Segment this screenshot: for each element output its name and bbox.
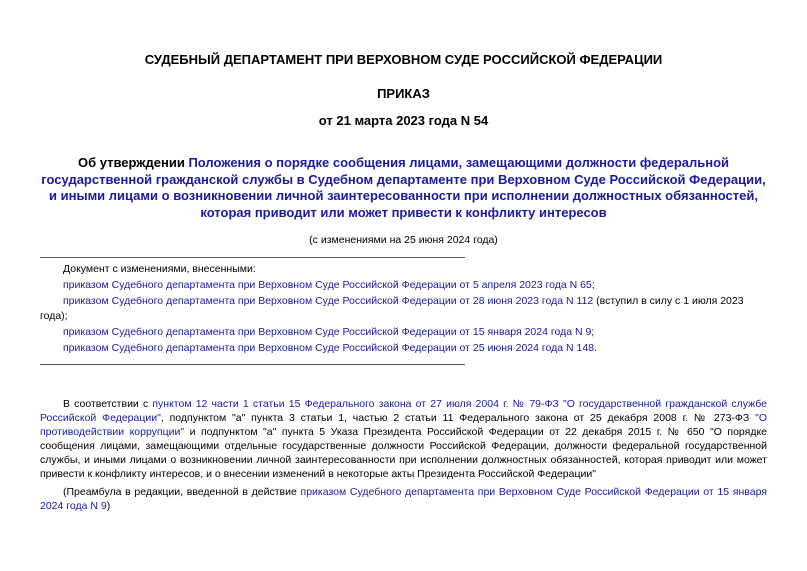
- changes-intro: Документ с изменениями, внесенными:: [63, 263, 256, 275]
- change-suffix: (вступил в силу с 1 июля 2023 года);: [40, 295, 744, 322]
- preamble-text: и подпунктом "а" пункта 5 Указа Президента Российской Федерации от 22 декабря 2015 г. № 650 "О порядке сообщения лицами, замещающими отдельные государственные должности Российской Федерации, должности федеральной государственной службы, и иными лицами о возникновении личной заинтересованности при исполнении должностных обязанностей, которая приводит или может привести к конфликту интересов, и о внесении изменений в некоторые акты Президента Российской Федерации": [40, 426, 767, 480]
- changes-block: [40, 262, 767, 357]
- preamble-block: [40, 397, 767, 513]
- change-item: [40, 294, 767, 323]
- divider-top: [40, 257, 465, 258]
- preamble-text: , подпунктом "а" пункта 3 статьи 1, частью 2 статьи 11 Федерального закона от 25 декабря 2008 г. № 273-ФЗ: [160, 412, 756, 424]
- change-item: [40, 278, 767, 293]
- note-suffix: ): [106, 500, 111, 512]
- note-prefix: (Преамбула в редакции, введенной в действие: [63, 486, 301, 498]
- change-suffix: .: [594, 341, 597, 354]
- change-link[interactable]: приказом Судебного департамента при Верховном Суде Российской Федерации от 28 июня 2023 года N 112: [63, 295, 594, 307]
- change-suffix: ;: [591, 279, 595, 291]
- department-heading: СУДЕБНЫЙ ДЕПАРТАМЕНТ ПРИ ВЕРХОВНОМ СУДЕ РОССИЙСКОЙ ФЕДЕРАЦИИ: [144, 52, 663, 67]
- change-link[interactable]: приказом Судебного департамента при Верховном Суде Российской Федерации от 25 июня 2024 года N 148: [63, 341, 595, 354]
- edition-note: (с изменениями на 25 июня 2024 года): [309, 234, 498, 246]
- preamble-paragraph: [40, 397, 767, 481]
- preamble-edition-note: [40, 485, 767, 513]
- document-date-number: от 21 марта 2023 года N 54: [318, 113, 489, 128]
- law-79-link[interactable]: пунктом 12 части 1 статьи 15 Федерального закона от 27 июля 2004 г. № 79-ФЗ "О государственной гражданской службе Российской Федерации": [40, 398, 767, 424]
- change-link[interactable]: приказом Судебного департамента при Верховном Суде Российской Федерации от 15 января 2024 года N 9: [63, 325, 592, 338]
- divider-bottom: [40, 364, 465, 365]
- change-item: [40, 341, 767, 356]
- document-type: ПРИКАЗ: [377, 86, 430, 101]
- change-link[interactable]: приказом Судебного департамента при Верховном Суде Российской Федерации от 5 апреля 2023 года N 65: [63, 279, 592, 291]
- subject-link[interactable]: Положения о порядке сообщения лицами, замещающими должности федеральной государственной гражданской службы в Судебном департаменте при Верховном Суде Российской Федерации, и иными лицами о возникновении личной заинтересованности при исполнении должностных обязанностей, которая приводит или может привести к конфликту интересов: [41, 155, 766, 220]
- change-item: [40, 325, 767, 340]
- subject-prefix: Об утверждении: [77, 155, 189, 170]
- change-suffix: ;: [591, 325, 595, 338]
- preamble-text: В соответствии с: [63, 398, 153, 410]
- document-subject: [40, 155, 767, 221]
- law-273-link[interactable]: "О противодействии коррупции": [40, 412, 767, 438]
- preamble-amendment-link[interactable]: приказом Судебного департамента при Верховном Суде Российской Федерации от 15 января 2024 года N 9: [40, 486, 767, 512]
